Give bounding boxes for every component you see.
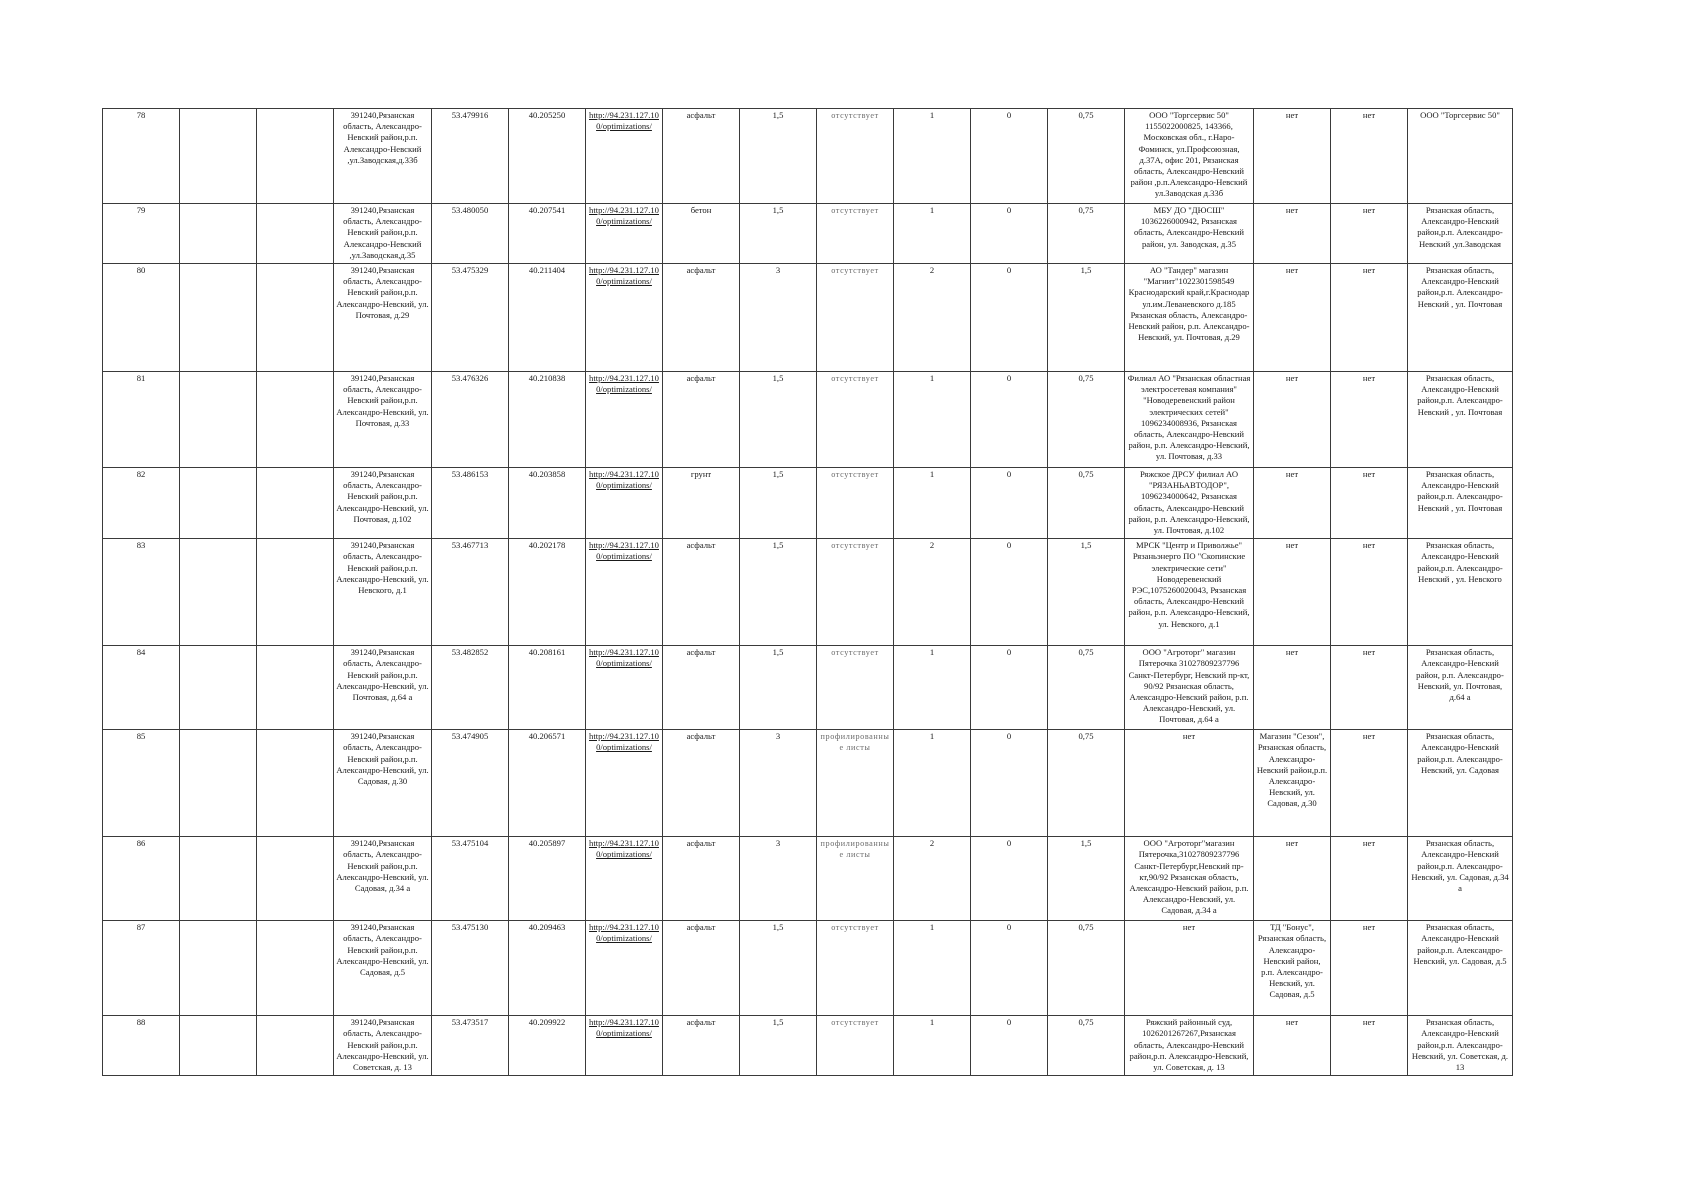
owner-cell: Ряжское ДРСУ филиал АО "РЯЗАНЬАВТОДОР", 1096234000642, Рязанская область, Александро-Невский район, р.п. Александро-Невский, ул. Почтовая, д.102 (1125, 468, 1254, 539)
volume-cell: 1,5 (1048, 264, 1125, 372)
owner-cell: нет (1125, 921, 1254, 1016)
containers-count-cell: 2 (894, 264, 971, 372)
latitude-cell: 53.467713 (432, 539, 509, 646)
latitude-cell: 53.475104 (432, 837, 509, 921)
waste-sources-cell: нет (1254, 372, 1331, 468)
cover-type-cell: отсутствует (817, 468, 894, 539)
waste-sources-cell: нет (1254, 539, 1331, 646)
longitude-cell: 40.210838 (509, 372, 586, 468)
served-area-cell: ООО "Торгсервис 50" (1408, 109, 1513, 204)
containers-count-cell: 1 (894, 921, 971, 1016)
containers-planned-cell: 0 (971, 1016, 1048, 1076)
map-link[interactable]: http://94.231.127.10 0/optimizations/ (586, 372, 663, 468)
longitude-cell: 40.209922 (509, 1016, 586, 1076)
containers-count-cell: 1 (894, 204, 971, 264)
containers-planned-cell: 0 (971, 468, 1048, 539)
latitude-cell: 53.486153 (432, 468, 509, 539)
map-link[interactable]: http://94.231.127.10 0/optimizations/ (586, 921, 663, 1016)
table-row (103, 921, 1513, 1016)
table-row (103, 468, 1513, 539)
blank-cell (180, 109, 257, 204)
separate-collection-cell: нет (1331, 204, 1408, 264)
area-cell: 1,5 (740, 921, 817, 1016)
containers-count-cell: 2 (894, 539, 971, 646)
area-cell: 1,5 (740, 539, 817, 646)
cover-type-cell: отсутствует (817, 921, 894, 1016)
address-cell: 391240,Рязанская область, Александро-Невский район,р.п. Александро-Невский, ул. Советская, д. 13 (334, 1016, 432, 1076)
separate-collection-cell: нет (1331, 109, 1408, 204)
owner-cell: Филиал АО "Рязанская областная электросетевая компания" "Новодеревенский район электрических сетей" 1096234008936, Рязанская область, Александро-Невский район, р.п. Александро-Невский, ул. Почтовая, д.33 (1125, 372, 1254, 468)
containers-count-cell: 1 (894, 646, 971, 730)
containers-count-cell: 1 (894, 468, 971, 539)
table-row (103, 204, 1513, 264)
served-area-cell: Рязанская область, Александро-Невский район,р.п. Александро-Невский , ул. Почтовая (1408, 372, 1513, 468)
address-cell: 391240,Рязанская область, Александро-Невский район,р.п. Александро-Невский, ул. Почтовая, д.102 (334, 468, 432, 539)
owner-cell: ООО "Торгсервис 50" 1155022000825, 143366, Московская обл., г.Наро-Фоминск, ул.Профсоюзная, д.37А, офис 201, Рязанская область, Александро-Невский район ,р.п.Александро-Невский ул.Заводская д.33б (1125, 109, 1254, 204)
blank-cell (257, 539, 334, 646)
volume-cell: 0,75 (1048, 646, 1125, 730)
longitude-cell: 40.206571 (509, 730, 586, 837)
cover-type-cell: отсутствует (817, 372, 894, 468)
row-number: 80 (103, 264, 180, 372)
row-number: 86 (103, 837, 180, 921)
address-cell: 391240,Рязанская область, Александро-Невский район,р.п. Александро-Невский, ул. Садовая, д.5 (334, 921, 432, 1016)
area-cell: 1,5 (740, 372, 817, 468)
containers-planned-cell: 0 (971, 730, 1048, 837)
containers-count-cell: 1 (894, 1016, 971, 1076)
waste-sources-cell: нет (1254, 109, 1331, 204)
surface-type-cell: асфальт (663, 1016, 740, 1076)
row-number: 87 (103, 921, 180, 1016)
volume-cell: 0,75 (1048, 109, 1125, 204)
longitude-cell: 40.202178 (509, 539, 586, 646)
owner-cell: ООО "Агроторг" магазин Пятерочка 31027809237796 Санкт-Петербург, Невский пр-кт, 90/92 Рязанская область, Александро-Невский район, р.п. Александро-Невский, ул. Почтовая, д.64 а (1125, 646, 1254, 730)
area-cell: 1,5 (740, 109, 817, 204)
map-link[interactable]: http://94.231.127.10 0/optimizations/ (586, 837, 663, 921)
row-number: 82 (103, 468, 180, 539)
volume-cell: 0,75 (1048, 730, 1125, 837)
waste-sources-cell: нет (1254, 1016, 1331, 1076)
containers-count-cell: 1 (894, 730, 971, 837)
blank-cell (180, 204, 257, 264)
volume-cell: 0,75 (1048, 468, 1125, 539)
area-cell: 3 (740, 264, 817, 372)
served-area-cell: Рязанская область, Александро-Невский район,р.п. Александро-Невский, ул. Садовая, д.34 а (1408, 837, 1513, 921)
cover-type-cell: отсутствует (817, 646, 894, 730)
row-number: 81 (103, 372, 180, 468)
surface-type-cell: асфальт (663, 109, 740, 204)
latitude-cell: 53.482852 (432, 646, 509, 730)
table-row (103, 264, 1513, 372)
blank-cell (257, 109, 334, 204)
blank-cell (257, 730, 334, 837)
containers-planned-cell: 0 (971, 837, 1048, 921)
address-cell: 391240,Рязанская область, Александро-Невский район,р.п. Александро-Невский, ул. Садовая, д.30 (334, 730, 432, 837)
owner-cell: ООО "Агроторг"магазин Пятерочка,31027809237796 Санкт-Петербург,Невский пр-кт,90/92 Рязанская область, Александро-Невский район, р.п. Александро-Невский, ул. Садовая, д.34 а (1125, 837, 1254, 921)
table-row (103, 539, 1513, 646)
blank-cell (257, 1016, 334, 1076)
surface-type-cell: асфальт (663, 372, 740, 468)
blank-cell (180, 1016, 257, 1076)
volume-cell: 1,5 (1048, 539, 1125, 646)
volume-cell: 0,75 (1048, 1016, 1125, 1076)
row-number: 78 (103, 109, 180, 204)
owner-cell: МБУ ДО "ДЮСШ" 1036226000942, Рязанская область, Александро-Невский район, ул. Заводская, д.35 (1125, 204, 1254, 264)
longitude-cell: 40.207541 (509, 204, 586, 264)
separate-collection-cell: нет (1331, 1016, 1408, 1076)
latitude-cell: 53.473517 (432, 1016, 509, 1076)
register-table (102, 108, 1513, 1076)
table-row (103, 1016, 1513, 1076)
served-area-cell: Рязанская область, Александро-Невский район,р.п. Александро-Невский, ул. Советская, д. 13 (1408, 1016, 1513, 1076)
area-cell: 1,5 (740, 646, 817, 730)
area-cell: 3 (740, 837, 817, 921)
blank-cell (257, 264, 334, 372)
blank-cell (180, 468, 257, 539)
separate-collection-cell: нет (1331, 539, 1408, 646)
area-cell: 1,5 (740, 468, 817, 539)
row-number: 88 (103, 1016, 180, 1076)
containers-count-cell: 1 (894, 109, 971, 204)
latitude-cell: 53.474905 (432, 730, 509, 837)
longitude-cell: 40.205250 (509, 109, 586, 204)
address-cell: 391240,Рязанская область, Александро-Невский район,р.п. Александро-Невский, ул. Невского, д.1 (334, 539, 432, 646)
waste-sources-cell: Магазин "Сезон", Рязанская область, Александро-Невский район,р.п. Александро-Невский, ул. Садовая, д.30 (1254, 730, 1331, 837)
containers-planned-cell: 0 (971, 646, 1048, 730)
cover-type-cell: отсутствует (817, 1016, 894, 1076)
map-link[interactable]: http://94.231.127.10 0/optimizations/ (586, 646, 663, 730)
waste-sources-cell: нет (1254, 204, 1331, 264)
table-row (103, 646, 1513, 730)
volume-cell: 1,5 (1048, 837, 1125, 921)
row-number: 85 (103, 730, 180, 837)
surface-type-cell: бетон (663, 204, 740, 264)
latitude-cell: 53.475329 (432, 264, 509, 372)
containers-planned-cell: 0 (971, 539, 1048, 646)
blank-cell (257, 468, 334, 539)
row-number: 83 (103, 539, 180, 646)
surface-type-cell: асфальт (663, 646, 740, 730)
volume-cell: 0,75 (1048, 921, 1125, 1016)
address-cell: 391240,Рязанская область, Александро-Невский район,р.п. Александро-Невский, ул. Почтовая, д.64 а (334, 646, 432, 730)
separate-collection-cell: нет (1331, 468, 1408, 539)
waste-sources-cell: ТД "Бонус", Рязанская область, Александро-Невский район, р.п. Александро-Невский, ул. Садовая, д.5 (1254, 921, 1331, 1016)
served-area-cell: Рязанская область, Александро-Невский район,р.п. Александро-Невский, ул. Садовая, д.5 (1408, 921, 1513, 1016)
volume-cell: 0,75 (1048, 204, 1125, 264)
containers-planned-cell: 0 (971, 921, 1048, 1016)
cover-type-cell: отсутствует (817, 264, 894, 372)
map-link[interactable]: http://94.231.127.10 0/optimizations/ (586, 109, 663, 204)
separate-collection-cell: нет (1331, 837, 1408, 921)
surface-type-cell: асфальт (663, 539, 740, 646)
blank-cell (257, 204, 334, 264)
served-area-cell: Рязанская область, Александро-Невский район,р.п. Александро-Невский , ул. Невского (1408, 539, 1513, 646)
address-cell: 391240,Рязанская область, Александро-Невский район,р.п. Александро-Невский, ул. Садовая, д.34 а (334, 837, 432, 921)
latitude-cell: 53.479916 (432, 109, 509, 204)
blank-cell (180, 646, 257, 730)
map-link[interactable]: http://94.231.127.10 0/optimizations/ (586, 204, 663, 264)
containers-planned-cell: 0 (971, 109, 1048, 204)
served-area-cell: Рязанская область, Александро-Невский район,р.п. Александро-Невский , ул. Почтовая (1408, 468, 1513, 539)
blank-cell (180, 837, 257, 921)
longitude-cell: 40.203858 (509, 468, 586, 539)
separate-collection-cell: нет (1331, 921, 1408, 1016)
containers-count-cell: 1 (894, 372, 971, 468)
latitude-cell: 53.480050 (432, 204, 509, 264)
owner-cell: Ряжский районный суд, 1026201267267,Рязанская область, Александро-Невский район,р.п. Александро-Невский, ул. Советская, д. 13 (1125, 1016, 1254, 1076)
waste-sources-cell: нет (1254, 646, 1331, 730)
volume-cell: 0,75 (1048, 372, 1125, 468)
area-cell: 1,5 (740, 204, 817, 264)
register-body (103, 109, 1513, 1076)
table-row (103, 837, 1513, 921)
blank-cell (180, 264, 257, 372)
map-link[interactable]: http://94.231.127.10 0/optimizations/ (586, 468, 663, 539)
table-row (103, 730, 1513, 837)
surface-type-cell: грунт (663, 468, 740, 539)
served-area-cell: Рязанская область, Александро-Невский район,р.п. Александро-Невский, ул. Садовая (1408, 730, 1513, 837)
surface-type-cell: асфальт (663, 264, 740, 372)
table-row (103, 372, 1513, 468)
area-cell: 3 (740, 730, 817, 837)
waste-sources-cell: нет (1254, 468, 1331, 539)
row-number: 79 (103, 204, 180, 264)
owner-cell: АО "Тандер" магазин "Магнит"1022301598549 Краснодарский край,г.Краснодар ул.им.Леваневского д.185 Рязанская область, Александро-Невский район, р.п. Александро-Невский, ул. Почтовая, д.29 (1125, 264, 1254, 372)
waste-sources-cell: нет (1254, 264, 1331, 372)
separate-collection-cell: нет (1331, 372, 1408, 468)
blank-cell (180, 539, 257, 646)
cover-type-cell: отсутствует (817, 539, 894, 646)
containers-planned-cell: 0 (971, 204, 1048, 264)
containers-planned-cell: 0 (971, 372, 1048, 468)
row-number: 84 (103, 646, 180, 730)
separate-collection-cell: нет (1331, 730, 1408, 837)
blank-cell (257, 921, 334, 1016)
served-area-cell: Рязанская область, Александро-Невский район,р.п. Александро-Невский ,ул.Заводская (1408, 204, 1513, 264)
surface-type-cell: асфальт (663, 730, 740, 837)
map-link[interactable]: http://94.231.127.10 0/optimizations/ (586, 1016, 663, 1076)
address-cell: 391240,Рязанская область, Александро-Невский район,р.п. Александро-Невский, ул. Почтовая, д.33 (334, 372, 432, 468)
map-link[interactable]: http://94.231.127.10 0/optimizations/ (586, 730, 663, 837)
latitude-cell: 53.476326 (432, 372, 509, 468)
blank-cell (257, 837, 334, 921)
longitude-cell: 40.208161 (509, 646, 586, 730)
blank-cell (257, 372, 334, 468)
served-area-cell: Рязанская область, Александро-Невский район,р.п. Александро-Невский , ул. Почтовая (1408, 264, 1513, 372)
address-cell: 391240,Рязанская область, Александро-Невский район,р.п. Александро-Невский, ул. Почтовая, д.29 (334, 264, 432, 372)
owner-cell: МРСК "Центр и Приволжье" Рязаньэнерго ПО "Скопинские электрические сети" Новодеревенский РЭС,1075260020043, Рязанская область, Александро-Невский район, р.п. Александро-Невский, ул. Невского, д.1 (1125, 539, 1254, 646)
longitude-cell: 40.211404 (509, 264, 586, 372)
blank-cell (257, 646, 334, 730)
containers-planned-cell: 0 (971, 264, 1048, 372)
address-cell: 391240,Рязанская область, Александро-Невский район,р.п. Александро-Невский ,ул.Заводская,д.33б (334, 109, 432, 204)
address-cell: 391240,Рязанская область, Александро-Невский район,р.п. Александро-Невский ,ул.Заводская,д.35 (334, 204, 432, 264)
map-link[interactable]: http://94.231.127.10 0/optimizations/ (586, 539, 663, 646)
containers-count-cell: 2 (894, 837, 971, 921)
cover-type-cell: отсутствует (817, 204, 894, 264)
area-cell: 1,5 (740, 1016, 817, 1076)
cover-type-cell: профилированные листы (817, 837, 894, 921)
latitude-cell: 53.475130 (432, 921, 509, 1016)
table-row (103, 109, 1513, 204)
separate-collection-cell: нет (1331, 264, 1408, 372)
longitude-cell: 40.205897 (509, 837, 586, 921)
cover-type-cell: профилированные листы (817, 730, 894, 837)
longitude-cell: 40.209463 (509, 921, 586, 1016)
owner-cell: нет (1125, 730, 1254, 837)
surface-type-cell: асфальт (663, 837, 740, 921)
separate-collection-cell: нет (1331, 646, 1408, 730)
blank-cell (180, 372, 257, 468)
served-area-cell: Рязанская область, Александро-Невский район, р.п. Александро-Невский, ул. Почтовая, д.64 а (1408, 646, 1513, 730)
cover-type-cell: отсутствует (817, 109, 894, 204)
waste-sources-cell: нет (1254, 837, 1331, 921)
map-link[interactable]: http://94.231.127.10 0/optimizations/ (586, 264, 663, 372)
blank-cell (180, 921, 257, 1016)
blank-cell (180, 730, 257, 837)
surface-type-cell: асфальт (663, 921, 740, 1016)
